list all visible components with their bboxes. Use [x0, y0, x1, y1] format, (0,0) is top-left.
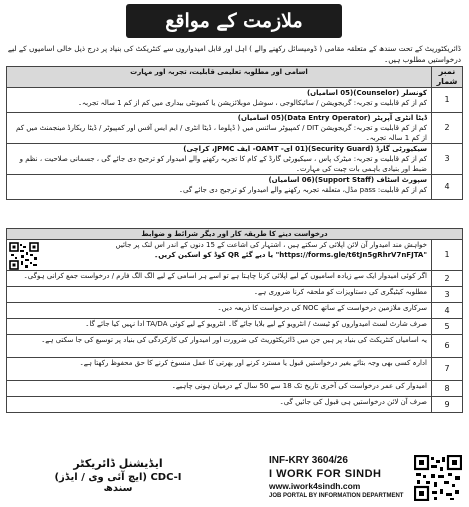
signatory-title: ایڈیشنل ڈائریکٹر — [73, 457, 163, 470]
qr-code-icon — [414, 455, 462, 501]
table-row — [7, 397, 463, 413]
header-number: نمبر شمار — [432, 67, 463, 88]
job-desc: کم از کم قابلیت و تجربہ: گریجویشن DIT / کمپیوٹر سائنس میں ( ڈپلوما ، ڈیٹا انٹری / ایم ایس آفس اور کمپیوٹر / ڈیٹا ریکارڈ مینجمنٹ میں کم از کم 1 سالہ تجربہ۔ — [16, 124, 427, 142]
procedure-table — [6, 228, 463, 413]
job-cell — [7, 113, 432, 144]
job-cell — [7, 144, 432, 175]
procedure-text: سرکاری ملازمین درخواست کے ساتھ NOC کی درخواست کا ذریعہ دیں۔ — [7, 303, 432, 319]
job-cell — [7, 175, 432, 200]
row-number: 2 — [432, 113, 463, 144]
row-number: 2 — [432, 271, 463, 287]
qr-code-icon — [9, 242, 39, 270]
jobs-table — [6, 66, 463, 200]
job-title: ڈیٹا انٹری آپریٹر (Data Entry Operator)(05 اسامیاں) — [237, 114, 427, 122]
row-number: 1 — [432, 240, 463, 271]
page-title: ملازمت کے مواقع — [126, 4, 342, 38]
procedure-header: درخواست دینے کا طریقہ کار اور دیگر شرائط و ضوابط — [7, 229, 463, 240]
job-title: سپورٹ اسٹاف (Support Staff)(06 اسامیاں) — [268, 176, 427, 184]
row-number: 9 — [432, 397, 463, 413]
row-number: 8 — [432, 381, 463, 397]
table-row — [7, 303, 463, 319]
procedure-text: امیدوار کی عمر درخواست کی آخری تاریخ تک 18 سے 50 سال کے درمیان ہونی چاہیے۔ — [7, 381, 432, 397]
table-row — [7, 358, 463, 381]
row-number: 3 — [432, 287, 463, 303]
job-cell — [7, 88, 432, 113]
table-row — [7, 287, 463, 303]
job-desc: کم از کم قابلیت و تجربہ: میٹرک پاس ، سیکیورٹی گارڈ کے کام کا تجربہ رکھنے والے امیدوار کو ترجیح دی جائے گی ، جسمانی صلاحیت ، نظم و ضبط اور بنیادی باہمی بات چیت کی مہارت۔ — [19, 155, 427, 173]
portal-caption: JOB PORTAL BY INFORMATION DEPARTMENT — [269, 493, 404, 499]
row-number: 1 — [432, 88, 463, 113]
job-title: کونسلر (Counselor)(05 اسامیاں) — [306, 89, 427, 97]
row-number: 4 — [432, 175, 463, 200]
row-number: 6 — [432, 335, 463, 358]
row-number: 5 — [432, 319, 463, 335]
job-desc: کم از کم قابلیت و تجربہ: گریجویشن / سائیکالوجی ، سوشل موبلائزیشن یا کمیونٹی بیداری میں کم از کم 1 سالہ تجربہ۔ — [77, 99, 427, 107]
intro-text: ڈائریکٹوریٹ کے تحت سندھ کے متعلقہ مقامی ( ڈومیسائل رکھنے والے ) اہل اور قابل امیدواروں سے کنٹریکٹ کی بنیاد پر درج ذیل خالی اسامیوں کے لیے درخواستیں مطلوب ہیں۔ — [7, 44, 461, 64]
procedure-text: ادارہ کسی بھی وجہ بتائے بغیر درخواستیں قبول یا مسترد کرنے اور بھرتی کا عمل منسوخ کرنے کا حق محفوظ رکھتا ہے۔ — [7, 358, 432, 381]
procedure-text: مطلوبہ کیٹیگری کی دستاویزات کو ملحقہ کرنا ضروری ہے۔ — [7, 287, 432, 303]
row-number: 3 — [432, 144, 463, 175]
job-desc: کم از کم قابلیت: pass مڈل، متعلقہ تجربہ رکھنے والے امیدوار کو ترجیح دی جائے گی۔ — [178, 186, 427, 194]
procedure-cell — [7, 240, 432, 271]
procedure-text: یہ اسامیاں کنٹریکٹ کی بنیاد پر ہیں جن میں ڈائریکٹوریٹ کی ضرورت اور امیدوار کی کارکردگی کی بنیاد پر توسیع کی جا سکتی ہے۔ — [7, 335, 432, 358]
brand-logo-text: I WORK FOR SINDH — [269, 468, 382, 480]
jobs-table-header — [7, 67, 463, 88]
job-title: سیکیورٹی گارڈ (Security Guard)(01 ای- OAMT- ایف JPMC، کراچی) — [183, 145, 427, 153]
table-row — [7, 113, 463, 144]
table-row — [7, 175, 463, 200]
procedure-text: صرف آن لائن درخواستیں ہی قبول کی جائیں گی۔ — [7, 397, 432, 413]
row-number: 7 — [432, 358, 463, 381]
portal-url[interactable]: www.iwork4sindh.com — [269, 481, 361, 491]
table-row — [7, 144, 463, 175]
form-link[interactable]: "https://forms.gle/t6tJn5gRhrV7nFJTA" یا دیے گئے QR کوڈ کو اسکین کریں۔ — [154, 251, 427, 259]
row-number: 4 — [432, 303, 463, 319]
reference-number: INF-KRY 3604/26 — [269, 455, 348, 466]
procedure-text: خواہش مند امیدوار آن لائن اپلائی کر سکتے ہیں ، اشتہار کی اشاعت کے 15 دنوں کے اندر اس لنک پر جائیں — [115, 241, 427, 249]
signatory-org: CDC-I (ایچ آئی وی / ایڈز) سندھ — [54, 472, 182, 494]
table-row — [7, 335, 463, 358]
signatory — [48, 457, 188, 494]
table-row — [7, 381, 463, 397]
header-details: اسامی اور مطلوبہ تعلیمی قابلیت، تجربہ اور مہارت — [7, 67, 432, 88]
table-row — [7, 88, 463, 113]
procedure-table-header — [7, 229, 463, 240]
table-row — [7, 319, 463, 335]
procedure-text: صرف شارٹ لسٹ امیدواروں کو ٹیسٹ / انٹرویو کے لیے بلایا جائے گا۔ انٹرویو کے لیے کوئی TA/DA ادا نہیں کیا جائے گا۔ — [7, 319, 432, 335]
procedure-text: اگر کوئی امیدوار ایک سے زیادہ اسامیوں کے لیے اپلائی کرنا چاہتا ہے تو اسے ہر اسامی کے لیے الگ الگ فارم / درخواست جمع کرانی ہوگی۔ — [7, 271, 432, 287]
table-row — [7, 240, 463, 271]
table-row — [7, 271, 463, 287]
